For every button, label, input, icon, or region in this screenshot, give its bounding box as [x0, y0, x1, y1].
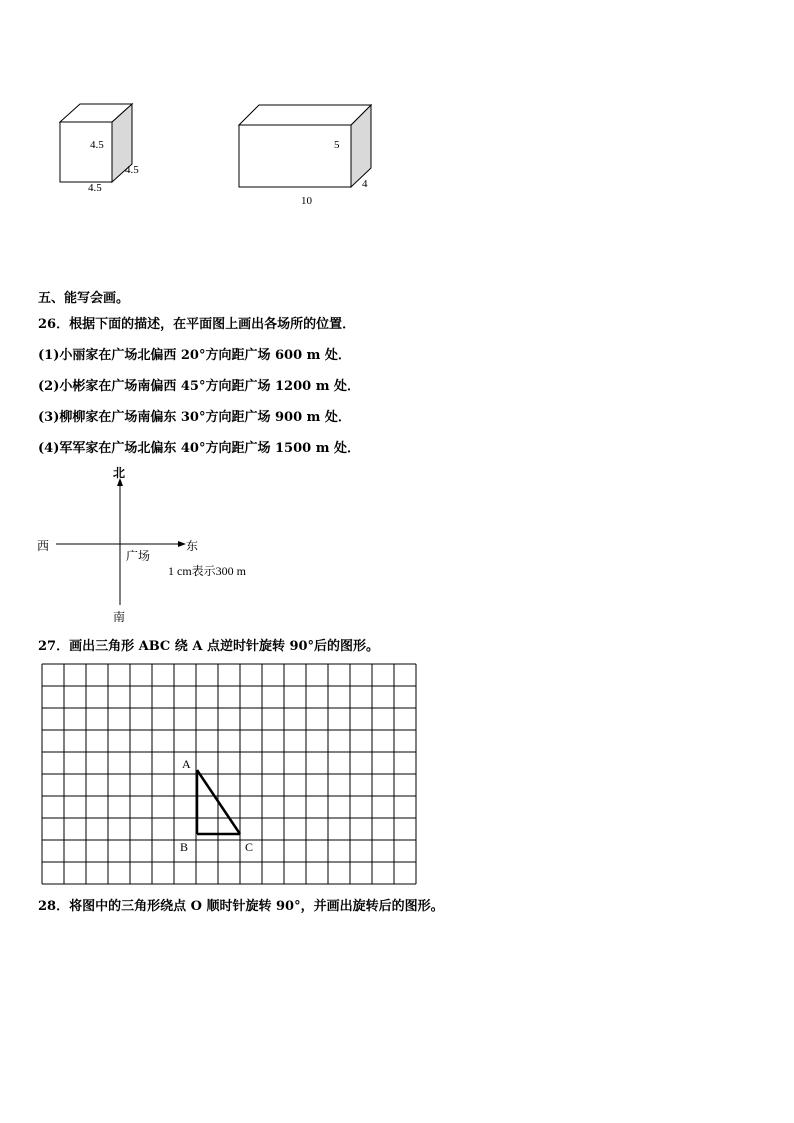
north-label: 北 [113, 466, 126, 480]
box-front-label: 5 [334, 139, 340, 151]
point-c-label: C [245, 840, 254, 854]
q26-item-1: (1)小丽家在广场北偏西 20°方向距广场 600 m 处． [38, 348, 351, 363]
point-b-label: B [180, 840, 189, 854]
east-arrowhead [178, 541, 186, 547]
east-label: 东 [186, 539, 199, 553]
south-label: 南 [113, 610, 126, 624]
q26-prompt: 26．根据下面的描述，在平面图上画出各场所的位置． [38, 317, 356, 332]
cube-side-label: 4.5 [125, 164, 139, 176]
box-figure [239, 105, 371, 187]
compass-diagram [56, 478, 186, 605]
scale-label: 1 cm表示300 m [168, 564, 246, 578]
q26-item-4: (4)军军家在广场北偏东 40°方向距广场 1500 m 处． [38, 441, 360, 456]
point-a-label: A [182, 757, 191, 771]
cube-front-face [60, 122, 112, 182]
box-bottom-label: 10 [301, 195, 312, 207]
box-top-face [239, 105, 371, 125]
q26-item-3: (3)柳柳家在广场南偏东 30°方向距广场 900 m 处． [38, 410, 351, 425]
cube-front-label: 4.5 [90, 139, 104, 151]
q28-prompt: 28．将图中的三角形绕点 O 顺时针旋转 90°，并画出旋转后的图形。 [38, 899, 444, 914]
cube-bottom-label: 4.5 [88, 182, 102, 194]
box-front-face [239, 125, 351, 187]
box-side-label: 4 [362, 178, 368, 190]
center-label: 广场 [126, 549, 151, 563]
section-heading: 五、能写会画。 [38, 291, 130, 306]
q26-item-2: (2)小彬家在广场南偏西 45°方向距广场 1200 m 处． [38, 379, 360, 394]
west-label: 西 [37, 539, 50, 553]
q27-prompt: 27．画出三角形 ABC 绕 A 点逆时针旋转 90°后的图形。 [38, 639, 380, 654]
rotation-grid [42, 664, 416, 884]
